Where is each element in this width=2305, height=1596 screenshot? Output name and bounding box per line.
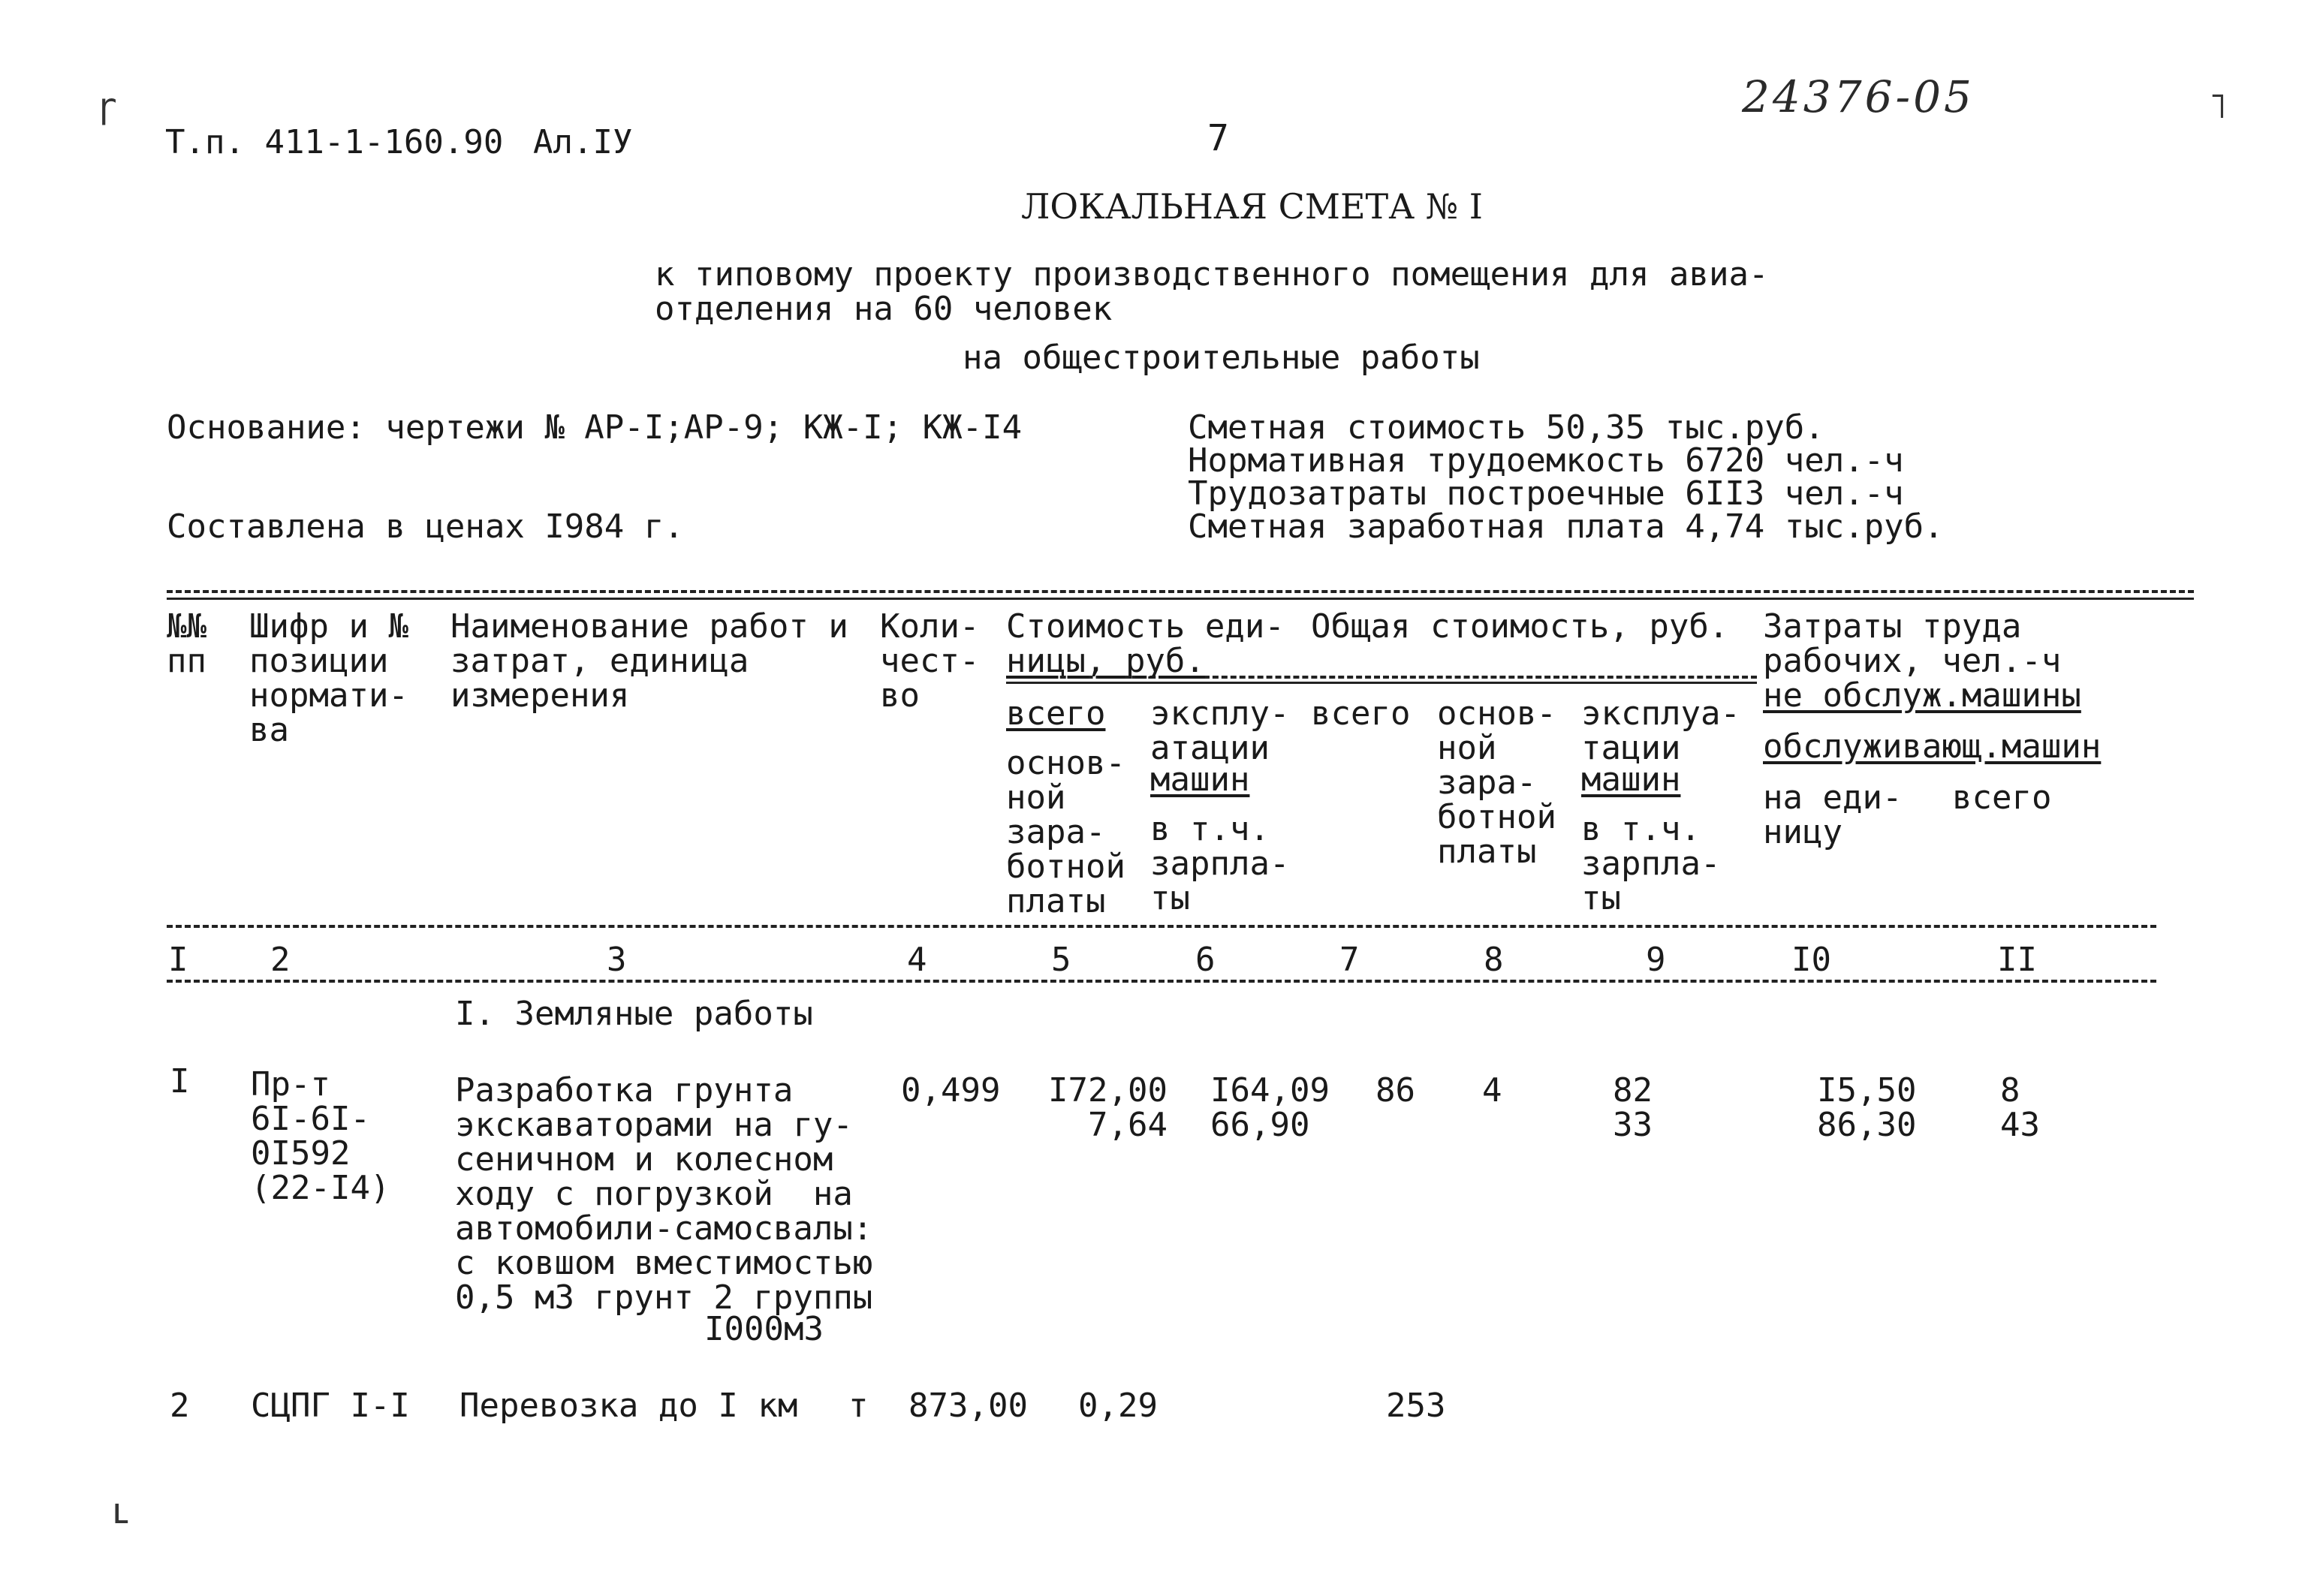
basis-text: Основание: чертежи № АР-I;АР-9; КЖ-I; КЖ-I4 bbox=[167, 408, 1023, 447]
header-col6-sub: в т.ч. зарпла- ты bbox=[1150, 810, 1290, 917]
table-top-rule bbox=[167, 590, 2194, 593]
header-col9-sub: в т.ч. зарпла- ты bbox=[1581, 810, 1721, 917]
handwritten-number: 24376-05 bbox=[1742, 71, 1975, 122]
header-col7: всего bbox=[1311, 694, 1411, 733]
title-line-2: отделения на 60 человек bbox=[655, 290, 1113, 328]
row1-col8: 4 bbox=[1482, 1071, 1502, 1110]
colnum-9: 9 bbox=[1646, 941, 1666, 979]
table-top-rule-2 bbox=[167, 598, 2194, 600]
header-unit-cost: Стоимость еди- bbox=[1006, 607, 1285, 646]
row1-col5: I72,00 7,64 bbox=[1048, 1071, 1168, 1144]
row1-col10: I5,50 86,30 bbox=[1817, 1071, 1917, 1144]
header-col5-sub: основ- ной зара- ботной платы bbox=[1006, 744, 1125, 920]
header-col5-total: всего bbox=[1006, 694, 1106, 733]
header-col1: №№ пп bbox=[167, 607, 206, 680]
header-col6-mid: машин bbox=[1150, 760, 1250, 799]
site-labor: Трудозатраты построечные 6II3 чел.-ч bbox=[1188, 474, 1904, 513]
colnum-7: 7 bbox=[1339, 941, 1360, 979]
estimated-cost: Сметная стоимость 50,35 тыс.руб. bbox=[1188, 408, 1824, 447]
colnum-6: 6 bbox=[1195, 941, 1216, 979]
colnum-4: 4 bbox=[907, 941, 927, 979]
header-col4: Коли- чест- во bbox=[880, 607, 980, 715]
row2-code: СЦПГ I-I bbox=[251, 1387, 410, 1425]
document-title: ЛОКАЛЬНАЯ СМЕТА № I bbox=[1021, 186, 1483, 227]
header-labor: Затраты труда рабочих, чел.-ч bbox=[1763, 607, 2062, 680]
project-code: Т.п. 411-1-160.90 bbox=[165, 123, 504, 161]
estimated-salary: Сметная заработная плата 4,74 тыс.руб. bbox=[1188, 507, 1944, 546]
title-line-3: на общестроительные работы bbox=[963, 339, 1480, 377]
header-col9-top: эксплуа- тации bbox=[1581, 694, 1740, 767]
row1-col6: I64,09 66,90 bbox=[1210, 1071, 1330, 1144]
colnum-10: I0 bbox=[1791, 941, 1831, 979]
header-total-cost: Общая стоимость, руб. bbox=[1311, 607, 1729, 646]
row2-name: Перевозка до I км bbox=[459, 1387, 798, 1425]
album-number: Ал.IУ bbox=[533, 123, 633, 161]
colnum-3: 3 bbox=[607, 941, 627, 979]
header-col9-mid: машин bbox=[1581, 760, 1681, 799]
section-title: I. Земляные работы bbox=[455, 995, 813, 1033]
row2-unit: т bbox=[848, 1387, 869, 1425]
row1-col11: 8 43 bbox=[2000, 1071, 2040, 1144]
row1-qty: 0,499 bbox=[901, 1071, 1001, 1110]
corner-mark-bottom-left: ʟ bbox=[111, 1491, 132, 1531]
header-col11: всего bbox=[1952, 778, 2052, 817]
unit-cost-rule-2 bbox=[1006, 682, 1757, 684]
row1-unit: I000м3 bbox=[704, 1310, 824, 1348]
row1-name: Разработка грунта экскаваторами на гу- сеничном и колесном ходу с погрузкой на автомобили-самосвалы: с ковшом вместимостью 0,5 м3 грунт 2 группы bbox=[455, 1071, 873, 1317]
normative-labor: Нормативная трудоемкость 6720 чел.-ч bbox=[1188, 441, 1904, 480]
row2-number: 2 bbox=[170, 1387, 190, 1425]
row2-col5: 0,29 bbox=[1078, 1387, 1158, 1425]
header-bottom-rule bbox=[167, 925, 2156, 928]
colnum-8: 8 bbox=[1484, 941, 1504, 979]
header-col2: Шифр и № позиции нормати- ва bbox=[249, 607, 408, 749]
row1-col9: 82 33 bbox=[1613, 1071, 1653, 1144]
row2-col7: 253 bbox=[1386, 1387, 1446, 1425]
row1-code: Пр-т 6I-6I- 0I592 (22-I4) bbox=[251, 1065, 390, 1207]
corner-mark-top-left: ɼ bbox=[96, 86, 117, 126]
header-col10: на еди- ницу bbox=[1763, 778, 1903, 851]
page-number: 7 bbox=[1207, 117, 1229, 159]
title-line-1: к типовому проекту производственного помещения для авиа- bbox=[655, 255, 1769, 294]
corner-mark-top-right: ˥ bbox=[2207, 86, 2228, 126]
header-labor-a: не обслуж.машины bbox=[1763, 676, 2081, 715]
header-col3: Наименование работ и затрат, единица измерения bbox=[450, 607, 848, 715]
header-labor-b: обслуживающ.машин bbox=[1763, 727, 2102, 766]
header-unit-cost-2: ницы, руб. bbox=[1006, 642, 1205, 680]
header-col6-top: эксплу- атации bbox=[1150, 694, 1290, 767]
row1-number: I bbox=[170, 1062, 190, 1101]
colnum-5: 5 bbox=[1051, 941, 1071, 979]
row2-qty: 873,00 bbox=[908, 1387, 1028, 1425]
column-numbers-rule bbox=[167, 980, 2156, 983]
header-col8: основ- ной зара- ботной платы bbox=[1437, 694, 1556, 871]
colnum-11: II bbox=[1997, 941, 2037, 979]
colnum-2: 2 bbox=[270, 941, 291, 979]
prices-text: Составлена в ценах I984 г. bbox=[167, 507, 684, 546]
row1-col7: 86 bbox=[1375, 1071, 1415, 1110]
colnum-1: I bbox=[168, 941, 188, 979]
